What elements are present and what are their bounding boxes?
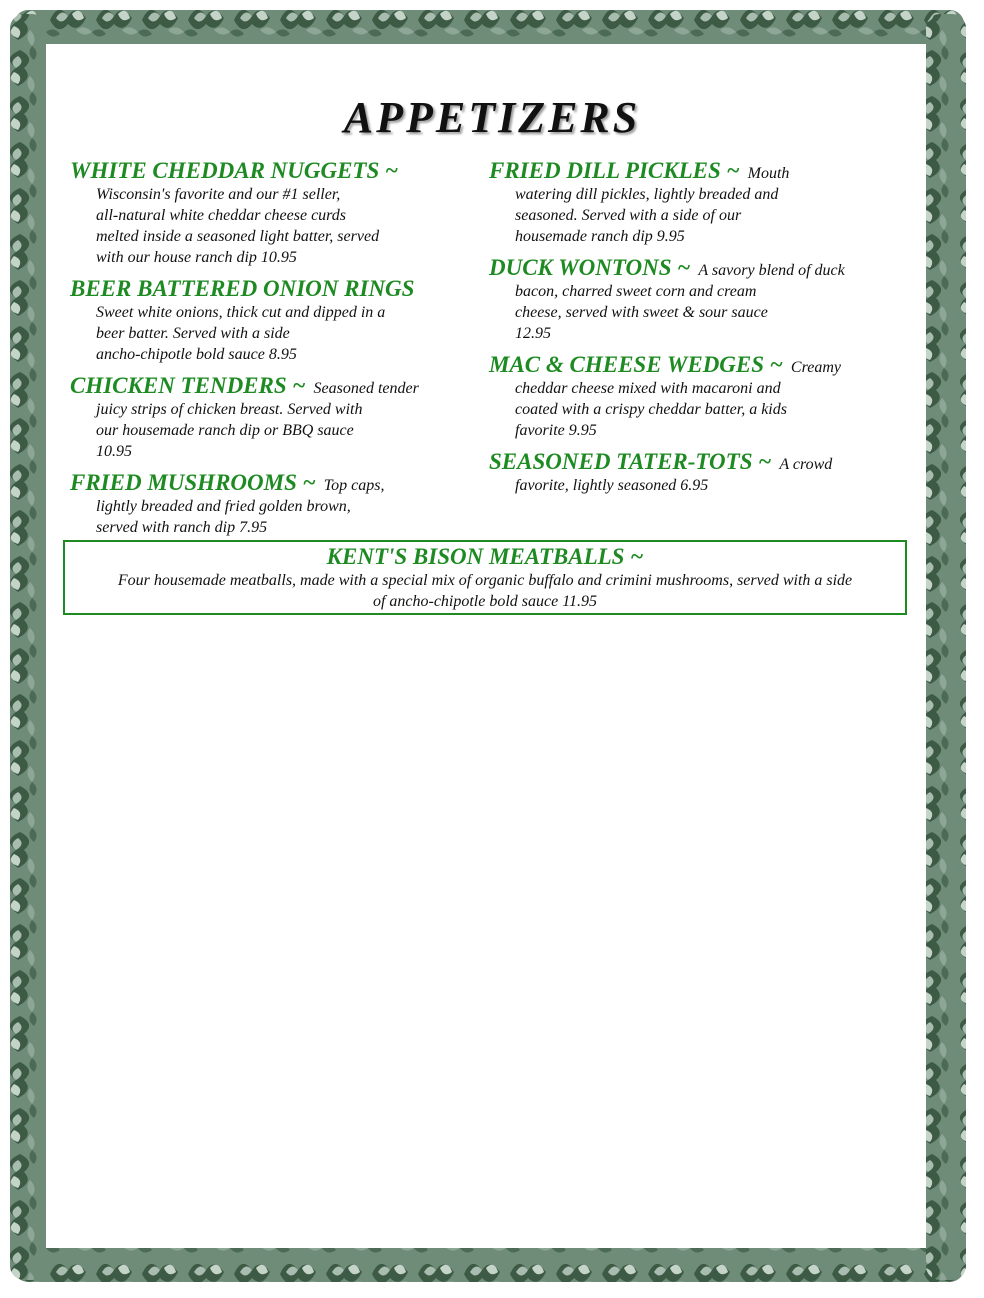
- menu-item: [70, 373, 470, 462]
- right-menu-column: [489, 158, 899, 496]
- menu-item-name: MAC & CHEESE WEDGES ~: [489, 352, 783, 377]
- description-line: lightly breaded and fried golden brown,: [96, 498, 351, 515]
- menu-item-description: [489, 475, 899, 496]
- menu-item-description: [489, 378, 899, 441]
- description-line: our housemade ranch dip or BBQ sauce: [96, 422, 354, 439]
- description-line: Sweet white onions, thick cut and dipped in a: [96, 304, 386, 321]
- description-line: served with ranch dip 7.95: [96, 519, 268, 536]
- description-line: cheddar cheese mixed with macaroni and: [515, 380, 781, 397]
- left-menu-column: [70, 158, 470, 538]
- menu-item-name: FRIED DILL PICKLES ~: [489, 158, 740, 183]
- menu-item-name: CHICKEN TENDERS ~: [70, 373, 306, 398]
- description-line: 12.95: [515, 325, 551, 342]
- description-line: juicy strips of chicken breast. Served with: [96, 401, 363, 418]
- menu-item: [489, 449, 899, 496]
- description-line: watering dill pickles, lightly breaded and: [515, 186, 779, 203]
- menu-item-description-lead: Seasoned tender: [313, 380, 419, 397]
- page-title: APPETIZERS: [343, 93, 641, 142]
- description-line: melted inside a seasoned light batter, served: [96, 228, 380, 245]
- menu-item-description: [70, 302, 470, 365]
- menu-item-description: [489, 281, 899, 344]
- description-line: seasoned. Served with a side of our: [515, 207, 742, 224]
- description-line: Wisconsin's favorite and our #1 seller,: [96, 186, 341, 203]
- description-line: favorite 9.95: [515, 422, 597, 439]
- menu-item: [70, 470, 470, 538]
- menu-item: [489, 158, 899, 247]
- menu-item: [70, 158, 470, 268]
- menu-item-description-lead: Creamy: [790, 359, 841, 376]
- description-line: bacon, charred sweet corn and cream: [515, 283, 757, 300]
- menu-item-description-lead: A crowd: [779, 456, 833, 473]
- description-line: cheese, served with sweet & sour sauce: [515, 304, 768, 321]
- description-line: beer batter. Served with a side: [96, 325, 290, 342]
- menu-item-description-lead: A savory blend of duck: [698, 262, 845, 279]
- menu-item-name: SEASONED TATER-TOTS ~: [489, 449, 772, 474]
- menu-item-name: DUCK WONTONS ~: [489, 255, 691, 280]
- menu-item-description: [70, 496, 470, 538]
- description-line: with our house ranch dip 10.95: [96, 249, 297, 266]
- menu-item-description-lead: Top caps,: [323, 477, 385, 494]
- featured-desc-line: of ancho-chipotle bold sauce 11.95: [372, 593, 598, 610]
- description-line: housemade ranch dip 9.95: [515, 228, 685, 245]
- menu-item-description: [70, 184, 470, 268]
- description-line: ancho-chipotle bold sauce 8.95: [96, 346, 297, 363]
- description-line: all-natural white cheddar cheese curds: [96, 207, 347, 224]
- featured-item-box: [63, 540, 907, 615]
- menu-item-description: [489, 184, 899, 247]
- menu-item-name: BEER BATTERED ONION RINGS: [70, 276, 415, 301]
- menu-item-description: [70, 399, 470, 462]
- featured-item-description: [65, 570, 905, 612]
- menu-item: [70, 276, 470, 365]
- description-line: 10.95: [96, 443, 132, 460]
- menu-item-name: WHITE CHEDDAR NUGGETS ~: [70, 158, 399, 183]
- description-line: coated with a crispy cheddar batter, a kids: [515, 401, 787, 418]
- menu-item-name: FRIED MUSHROOMS ~: [70, 470, 316, 495]
- featured-desc-line: Four housemade meatballs, made with a special mix of organic buffalo and crimini mushrooms, served with a side: [117, 572, 853, 589]
- menu-item: [489, 255, 899, 344]
- menu-item: [489, 352, 899, 441]
- menu-item-description-lead: Mouth: [747, 165, 790, 182]
- description-line: favorite, lightly seasoned 6.95: [515, 477, 709, 494]
- featured-item-name: KENT'S BISON MEATBALLS ~: [326, 544, 644, 569]
